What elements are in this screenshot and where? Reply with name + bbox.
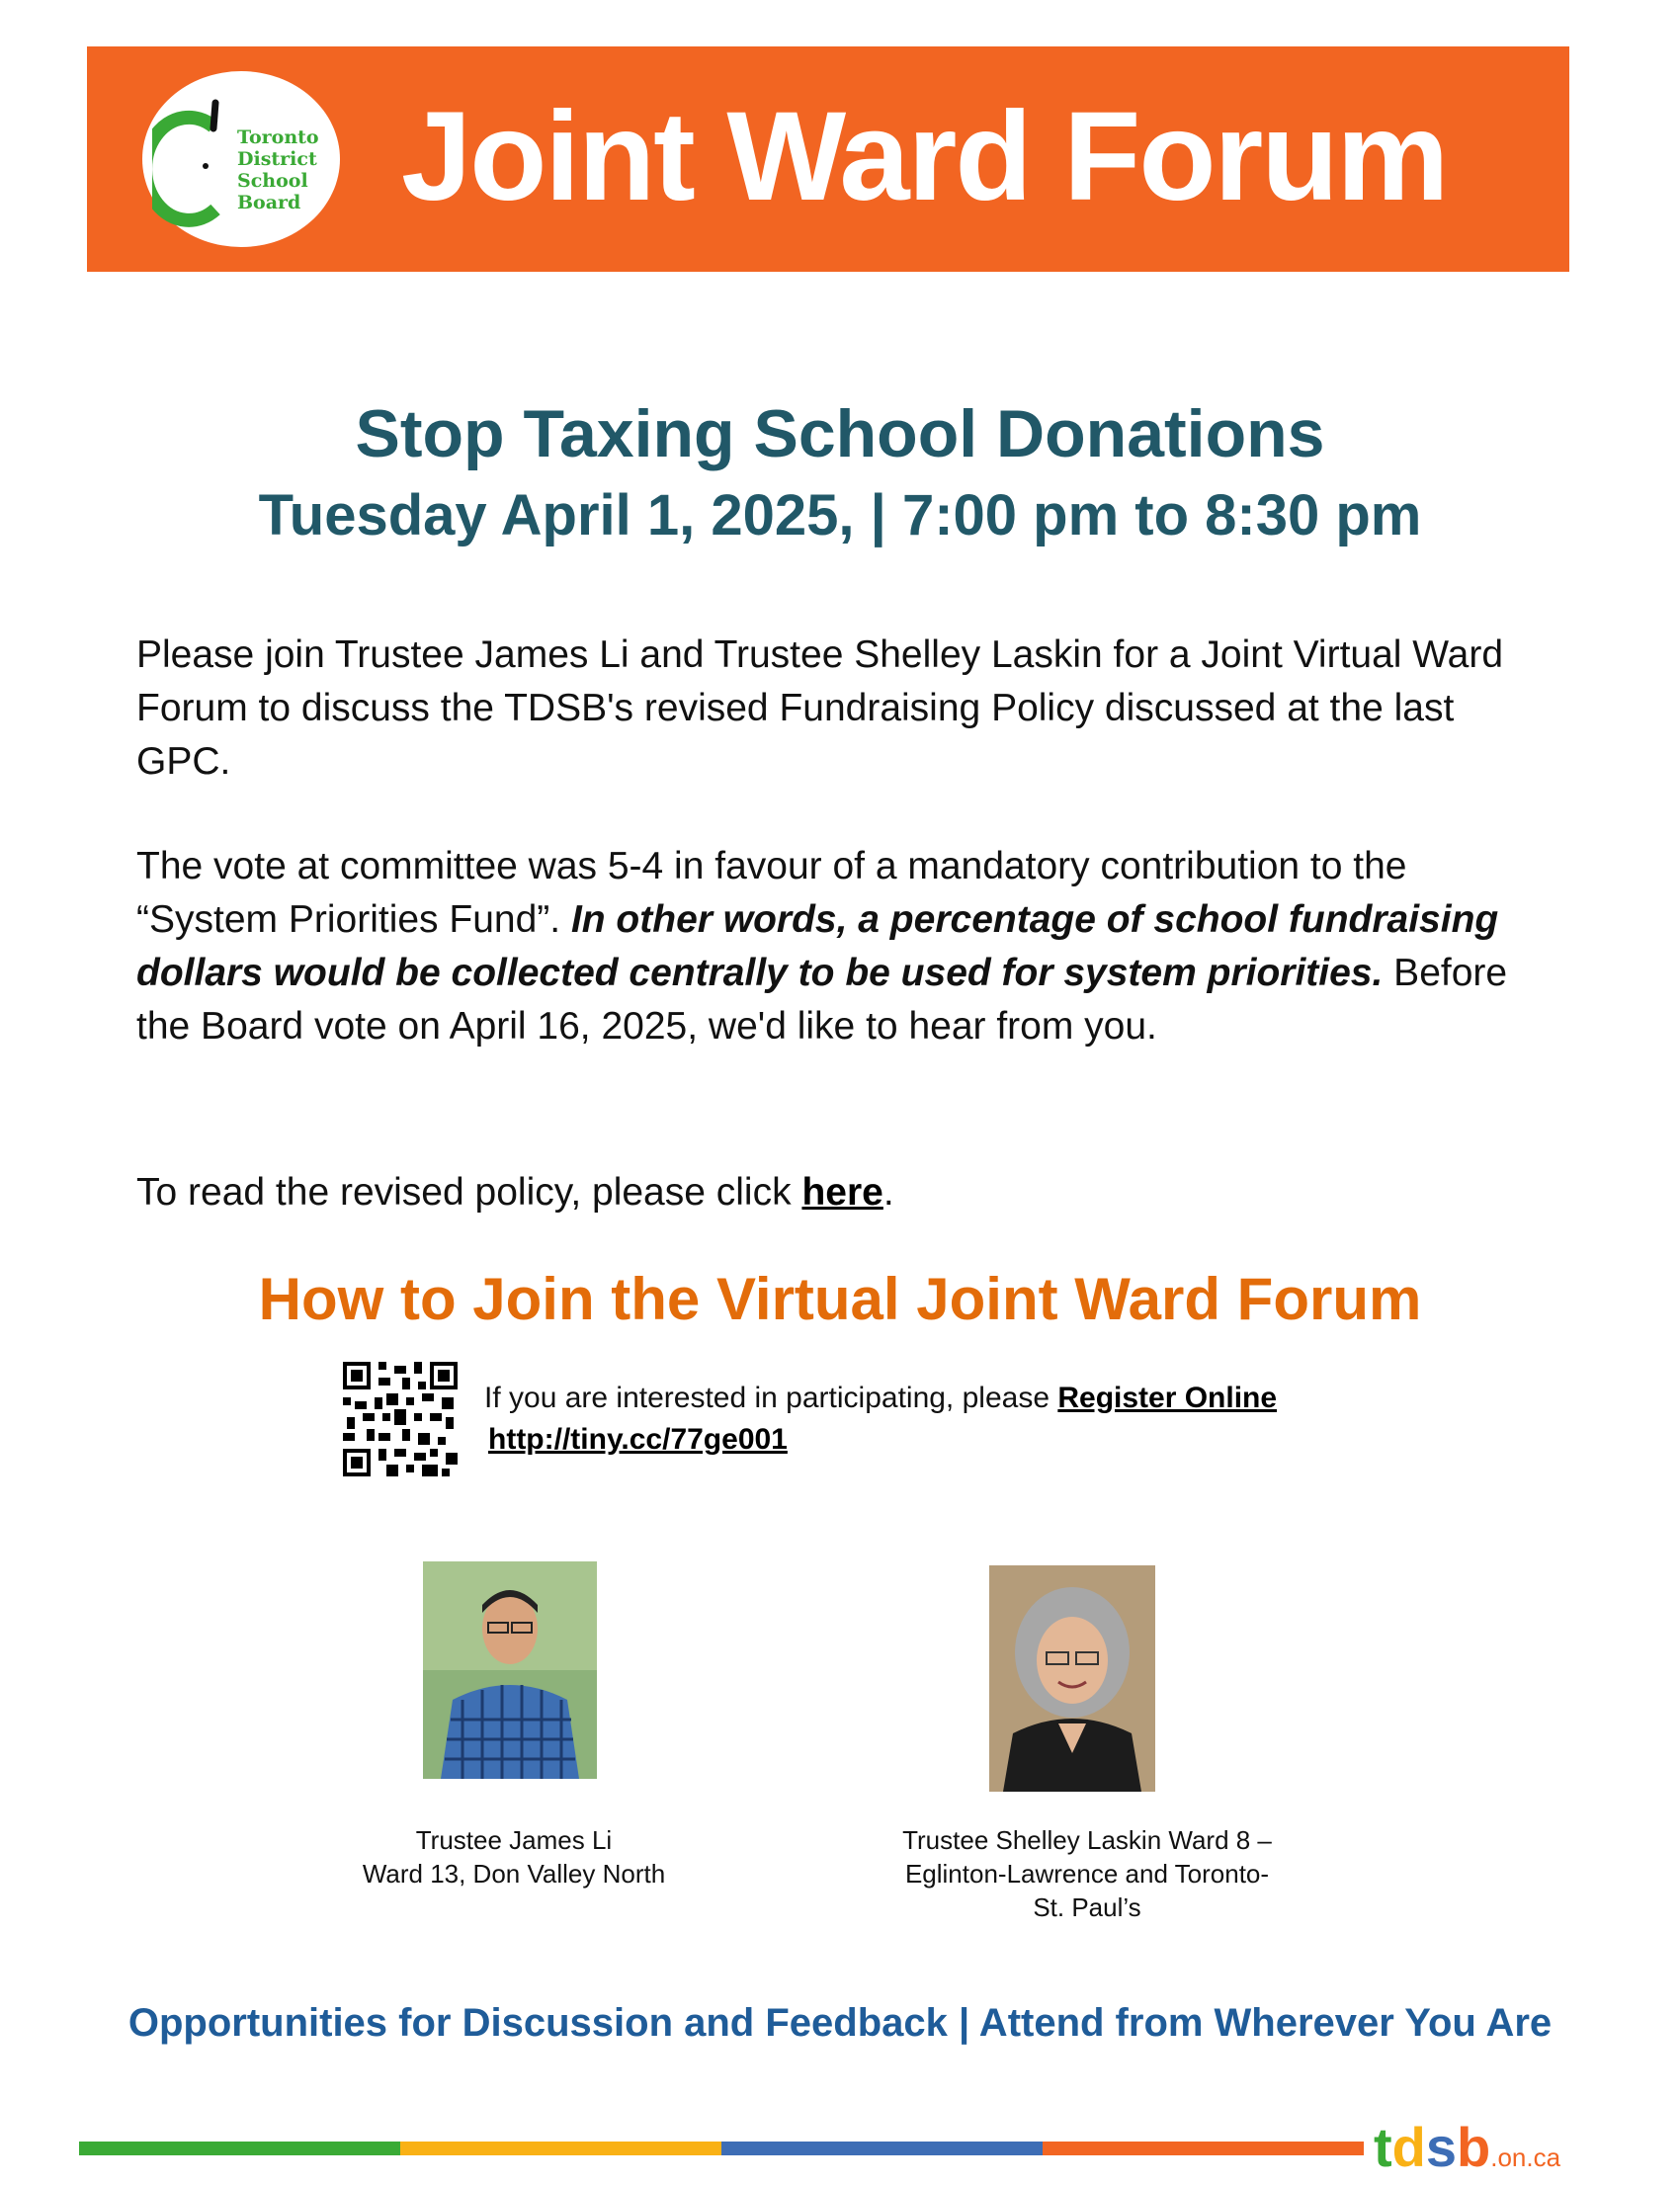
person-photo-icon [989,1565,1155,1792]
emphasis-text: In other words, a percentage of school fundraising dollars would be collected centrally to be used for system priorities. [136,898,1499,994]
vote-paragraph: The vote at committee was 5-4 in favour of a mandatory contribution to the “System Priorities Fund”. In other words, a percentage of school fundraising dollars would be collected centrally to be used for system priorities. Before the Board vote on April 16, 2025, we'd like to hear from you. [136,845,1508,1048]
join-heading: How to Join the Virtual Joint Ward Forum [258,1266,1422,1332]
trustee-photo-shelley-laskin [989,1565,1155,1792]
trustee-caption-shelley-laskin: Trustee Shelley Laskin Ward 8 – Eglinton-Lawrence and Toronto- St. Paul’s [902,1825,1272,1922]
footer-bar-yellow [400,2142,721,2155]
trustee-photo-james-li [423,1561,597,1779]
logo-text: Toronto District School Board [237,126,319,213]
apple-logo-icon [152,83,241,231]
footer-bar-orange [1043,2142,1364,2155]
header-title: Joint Ward Forum [401,86,1448,227]
register-url-link[interactable]: http://tiny.cc/77ge001 [488,1423,788,1456]
tdsb-brand-logo: tdsb.on.ca [1374,2116,1561,2178]
footer-tagline: Opportunities for Discussion and Feedback | Attend from Wherever You Are [127,2001,1553,2045]
trustee-caption-james-li: Trustee James Li Ward 13, Don Valley North [362,1825,666,1889]
event-datetime: Tuesday April 1, 2025, | 7:00 pm to 8:30 pm [258,483,1422,547]
person-photo-icon [423,1561,597,1779]
header-banner [87,46,1569,272]
footer-bar-green [79,2142,400,2155]
register-text: If you are interested in participating, please Register Online [484,1382,1278,1414]
footer-bar-blue [721,2142,1043,2155]
register-url [488,1419,788,1461]
tdsb-logo [142,71,340,247]
register-online-link[interactable]: Register Online [1057,1382,1278,1414]
policy-link[interactable]: here [801,1171,883,1214]
policy-paragraph: To read the revised policy, please click here. [136,1171,894,1214]
event-title: Stop Taxing School Donations [355,396,1325,471]
qr-code-icon[interactable] [343,1362,458,1476]
intro-paragraph: Please join Trustee James Li and Trustee Shelley Laskin for a Joint Virtual Ward Forum to discuss the TDSB's revised Fundraising Policy discussed at the last GPC. [136,633,1504,783]
